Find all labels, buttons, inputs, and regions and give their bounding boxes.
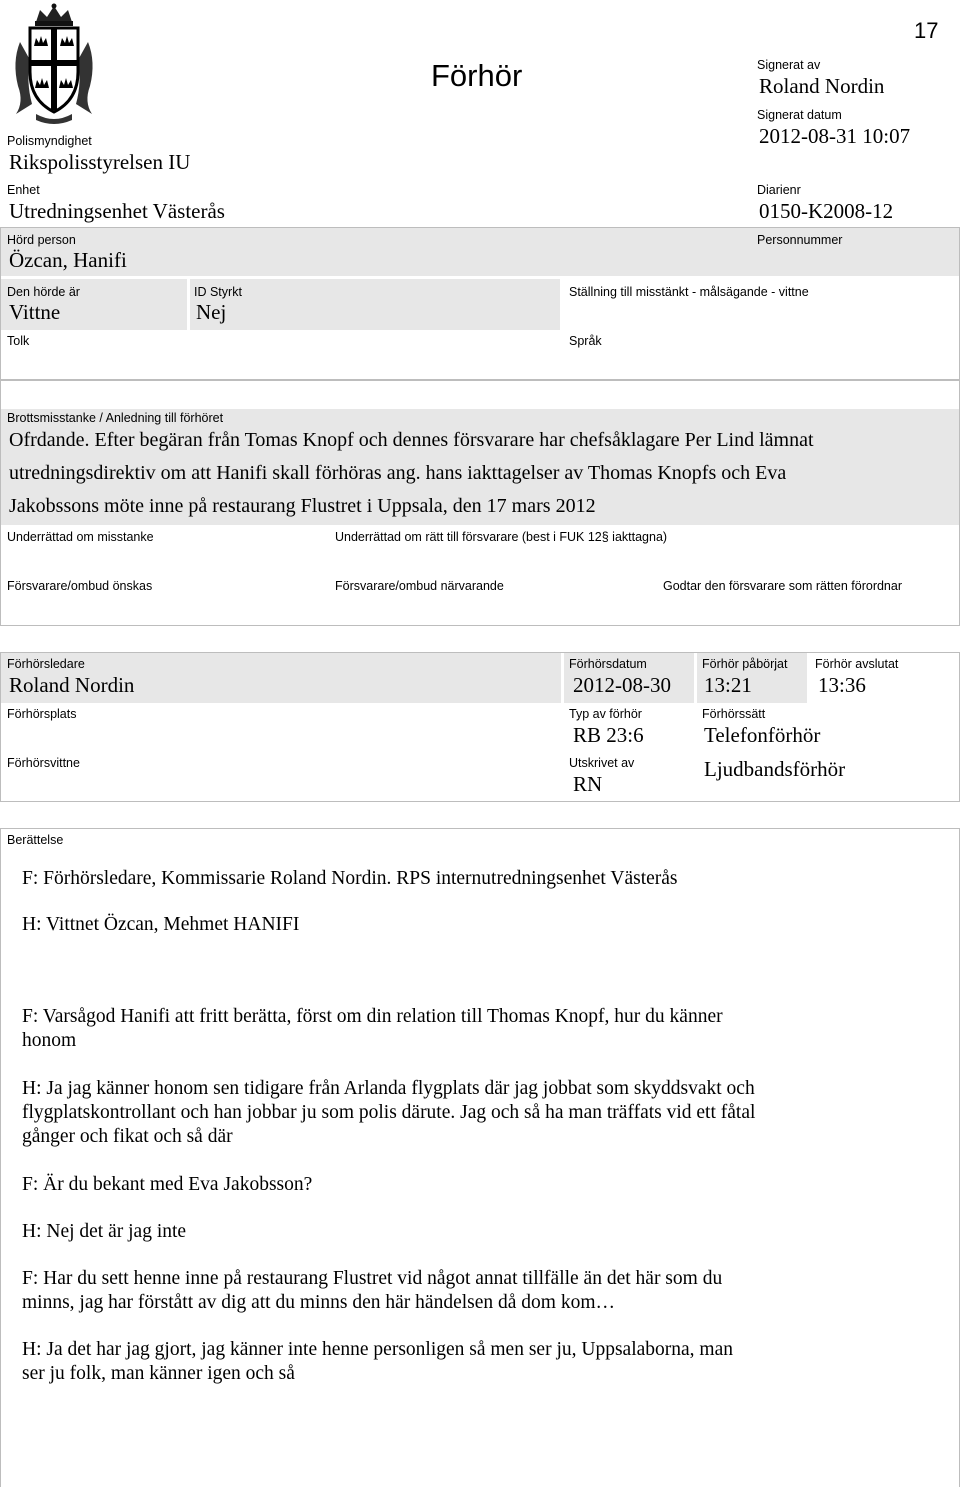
story-paragraph-7: F: Har du sett henne inne på restaurang Flustret vid något annat tillfälle än det här som du minns, jag har förstått av dig att du minns den här händelsen då dom kom… xyxy=(22,1268,723,1313)
heard-person-label: Hörd person xyxy=(7,233,76,247)
id-verified-label: ID Styrkt xyxy=(194,285,242,299)
position-label: Ställning till misstänkt - målsägande - vittne xyxy=(569,285,809,299)
role-value: Vittne xyxy=(9,300,61,324)
unit-label: Enhet xyxy=(7,183,40,197)
witness-label: Förhörsvittne xyxy=(7,756,80,770)
id-verified-value: Nej xyxy=(196,300,227,324)
signed-by: Roland Nordin xyxy=(759,74,885,98)
id-field-bg xyxy=(190,279,560,330)
heard-person: Özcan, Hanifi xyxy=(9,248,127,272)
role-label: Den hörde är xyxy=(7,285,80,299)
personnummer-label: Personnummer xyxy=(757,233,843,247)
leader-value: Roland Nordin xyxy=(9,673,135,697)
start-label: Förhör påbörjat xyxy=(702,657,788,671)
agency-label: Polismyndighet xyxy=(7,134,92,148)
diary-label: Diarienr xyxy=(757,183,801,197)
story-paragraph-1: F: Förhörsledare, Kommissarie Roland Nordin. RPS internutredningsenhet Västerås xyxy=(22,868,678,889)
page-number: 17 xyxy=(914,18,939,43)
suspicion-line-1: Ofrdande. Efter begäran från Tomas Knopf och dennes försvarare har chefsåklagare Per Lind lämnat xyxy=(9,429,814,451)
story-label: Berättelse xyxy=(7,833,64,847)
unit: Utredningsenhet Västerås xyxy=(9,199,225,223)
suspicion-line-2: utredningsdirektiv om att Hanifi skall förhöras ang. hans iakttagelser av Thomas Knopfs och Eva xyxy=(9,462,787,484)
counsel-present-label: Försvarare/ombud närvarande xyxy=(335,579,504,593)
swedish-coat-of-arms-emblem xyxy=(6,2,102,128)
date-value: 2012-08-30 xyxy=(573,673,671,697)
counsel-wanted-label: Försvarare/ombud önskas xyxy=(7,579,153,593)
informed-counsel-label: Underrättad om rätt till försvarare (best i FUK 12§ iakttagna) xyxy=(335,530,668,544)
diary-number: 0150-K2008-12 xyxy=(759,199,894,223)
method-value-2: Ljudbandsförhör xyxy=(704,757,846,781)
leader-label: Förhörsledare xyxy=(7,657,85,671)
method-value: Telefonförhör xyxy=(704,723,821,747)
printed-by-value: RN xyxy=(573,772,603,796)
type-value: RB 23:6 xyxy=(573,723,644,747)
suspicion-line-3: Jakobssons möte inne på restaurang Flustret i Uppsala, den 17 mars 2012 xyxy=(9,495,596,517)
signed-date: 2012-08-31 10:07 xyxy=(759,124,911,148)
agency: Rikspolisstyrelsen IU xyxy=(9,150,191,174)
place-label: Förhörsplats xyxy=(7,707,77,721)
story-paragraph-2: H: Vittnet Özcan, Mehmet HANIFI xyxy=(22,914,300,935)
language-label: Språk xyxy=(569,334,602,348)
suspicion-label: Brottsmisstanke / Anledning till förhöret xyxy=(7,411,224,425)
story-paragraph-4: H: Ja jag känner honom sen tidigare från Arlanda flygplats där jag jobbat som skyddsvakt och flygplatskontrollant och han jobbar ju som polis därute. Jag och så ha man träffats vid ett fåtal gånger och fikat och så där xyxy=(22,1078,756,1147)
end-value: 13:36 xyxy=(818,673,866,697)
story-paragraph-6: H: Nej det är jag inte xyxy=(22,1221,187,1242)
date-label: Förhörsdatum xyxy=(569,657,647,671)
type-label: Typ av förhör xyxy=(569,707,642,721)
informed-suspicion-label: Underrättad om misstanke xyxy=(7,530,154,544)
printed-by-label: Utskrivet av xyxy=(569,756,635,770)
method-label: Förhörssätt xyxy=(702,707,766,721)
end-label: Förhör avslutat xyxy=(815,657,899,671)
signed-by-label: Signerat av xyxy=(757,58,821,72)
story-paragraph-8: H: Ja det har jag gjort, jag känner inte henne personligen så men ser ju, Uppsalaborna, man ser ju folk, man känner igen och så xyxy=(22,1339,733,1384)
story-paragraph-3: F: Varsågod Hanifi att fritt berätta, först om din relation till Thomas Knopf, hur du känner honom xyxy=(22,1006,723,1051)
signed-date-label: Signerat datum xyxy=(757,108,842,122)
interpreter-label: Tolk xyxy=(7,334,30,348)
story-paragraph-5: F: Är du bekant med Eva Jakobsson? xyxy=(22,1174,313,1195)
document-title: Förhör xyxy=(431,58,523,93)
start-value: 13:21 xyxy=(704,673,752,697)
accepts-counsel-label: Godtar den försvarare som rätten förordnar xyxy=(663,579,903,593)
